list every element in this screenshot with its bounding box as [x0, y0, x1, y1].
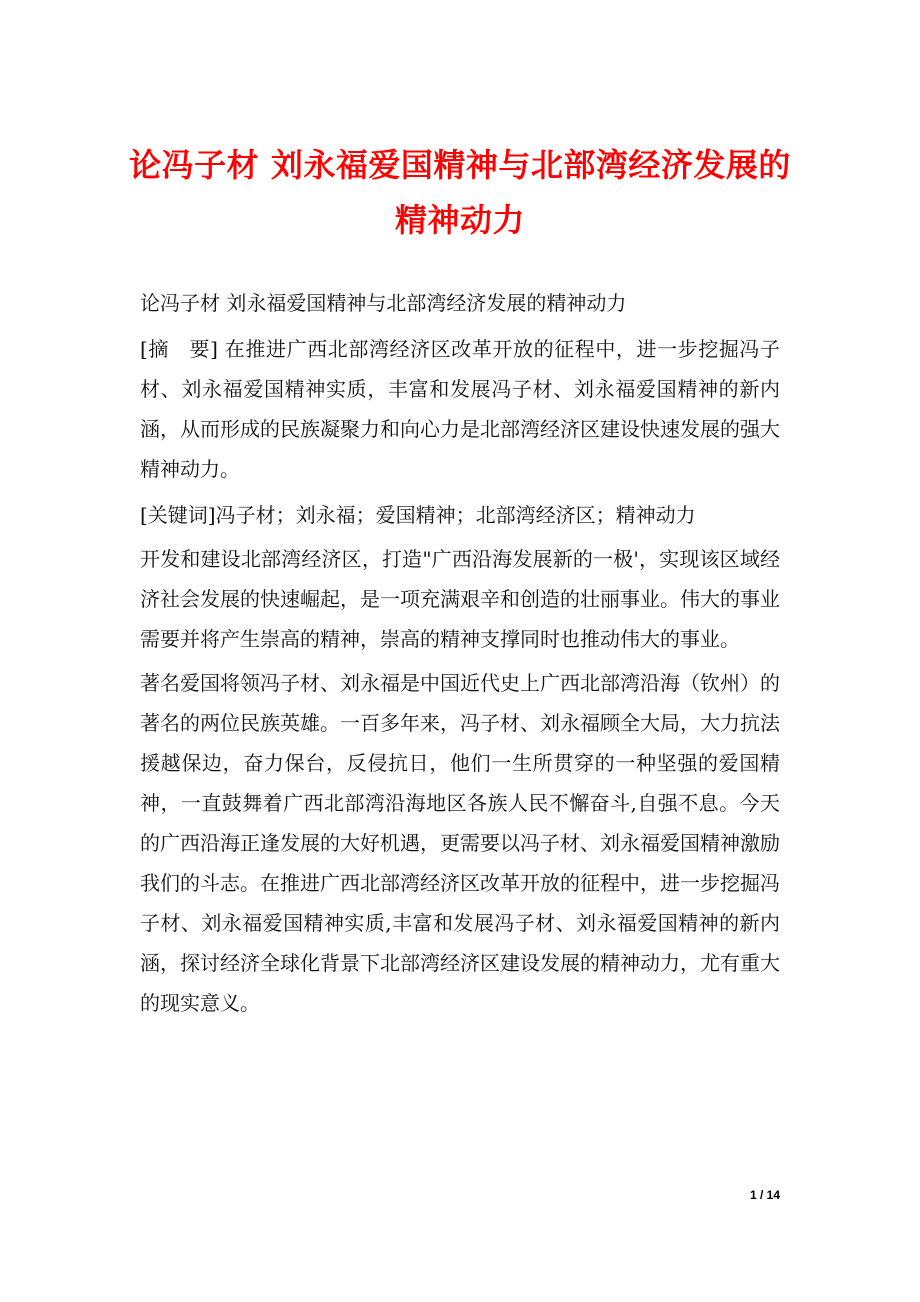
document-body	[140, 283, 780, 1023]
page-number: 1 / 14	[749, 1188, 780, 1202]
keywords-paragraph: [关键词]冯子材；刘永福；爱国精神；北部湾经济区；精神动力	[140, 503, 696, 527]
main-paragraph: 著名爱国将领冯子材、刘永福是中国近代史上广西北部湾沿海（钦州）的著名的两位民族英雄。一百多年来，冯子材、刘永福顾全大局，大力抗法援越保边，奋力保台，反侵抗日，他们一生所贯穿的一种坚强的爱国精神，一直鼓舞着广西北部湾沿海地区各族人民不懈奋斗,自强不息。今天的广西沿海正逢发展的大好机遇，更需要以冯子材、刘永福爱国精神激励我们的斗志。在推进广西北部湾经济区改革开放的征程中，进一步挖掘冯子材、刘永福爱国精神实质,丰富和发展冯子材、刘永福爱国精神的新内涵，探讨经济全球化背景下北部湾经济区建设发展的精神动力，尤有重大的现实意义。	[140, 671, 780, 1015]
document-title: 论冯子材 刘永福爱国精神与北部湾经济发展的精神动力	[129, 146, 791, 239]
intro-paragraph: 开发和建设北部湾经济区，打造"广西沿海发展新的一极'，实现该区域经济社会发展的快速崛起，是一项充满艰辛和创造的壮丽事业。伟大的事业需要并将产生崇高的精神，崇高的精神支撑同时也推动伟大的事业。	[140, 547, 780, 651]
abstract-paragraph: [摘 要] 在推进广西北部湾经济区改革开放的征程中，进一步挖掘冯子材、刘永福爱国精神实质，丰富和发展冯子材、刘永福爱国精神的新内涵，从而形成的民族凝聚力和向心力是北部湾经济区建设快速发展的强大精神动力。	[140, 337, 780, 481]
subtitle-paragraph: 论冯子材 刘永福爱国精神与北部湾经济发展的精神动力	[140, 291, 627, 315]
